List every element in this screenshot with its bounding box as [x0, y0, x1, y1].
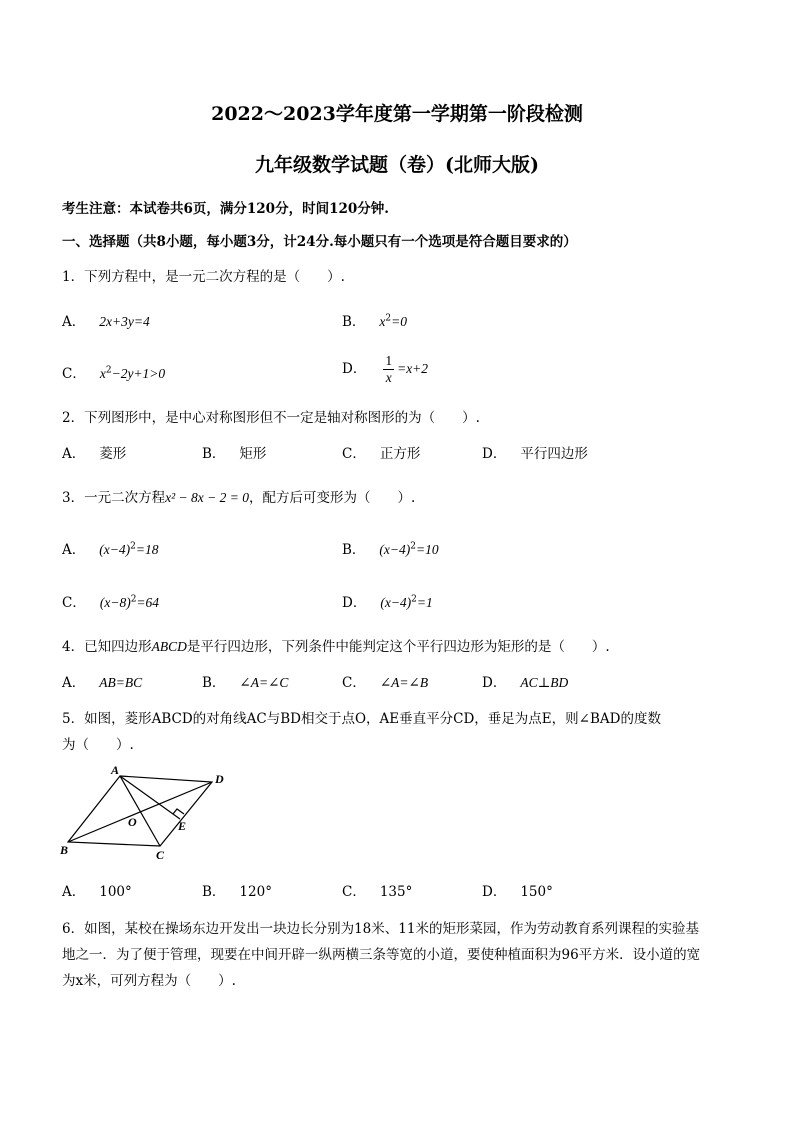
q2-option-a: [62, 442, 126, 462]
option-letter: A．: [62, 314, 86, 330]
q1-d-rest: =x+2: [397, 361, 429, 376]
q1-c-rest: −2y+1>0: [111, 366, 166, 381]
exam-subtitle: 九年级数学试题（卷）(北师大版): [255, 154, 539, 176]
label-a: A: [111, 764, 120, 777]
q3-option-a: [62, 538, 158, 558]
question-6-stem-line-3: 为x米，可列方程为（ ）.: [62, 973, 236, 989]
option-letter: D．: [342, 595, 367, 611]
option-letter: D．: [342, 361, 367, 377]
option-letter: C．: [342, 884, 366, 900]
q4-option-a: [62, 671, 142, 691]
label-e: E: [178, 819, 187, 833]
q3-option-c: [62, 591, 159, 611]
q1-b-base: x: [379, 314, 386, 329]
exam-title: 2022～2023学年度第一学期第一阶段检测: [211, 103, 583, 125]
q5-a-text: 100°: [99, 884, 132, 900]
q1-a-math: 2x+3y=4: [99, 314, 150, 329]
q1-c-base: x: [99, 366, 106, 381]
q3-c-rest: =64: [136, 595, 160, 610]
option-letter: A．: [62, 542, 86, 558]
q4-d-math: AC⊥BD: [520, 675, 569, 690]
q3-exp: 2: [410, 541, 416, 552]
segment-ae: [120, 776, 180, 819]
q3-option-b: [342, 538, 439, 558]
q2-a-text: 菱形: [99, 446, 127, 462]
question-5-stem-line-1: 5．如图，菱形ABCD的对角线AC与BD相交于点O，AE垂直平分CD，垂足为点E，则∠BAD的度数: [62, 711, 661, 727]
question-4-stem: [62, 635, 610, 655]
q3-b-rest: =10: [416, 542, 439, 557]
q2-b-text: 矩形: [239, 446, 267, 462]
q2-d-text: 平行四边形: [520, 446, 588, 462]
option-letter: A．: [62, 675, 86, 691]
q2-c-text: 正方形: [379, 446, 421, 462]
option-letter: B．: [342, 314, 366, 330]
q3-stem-post: ，配方后可变形为（ ）.: [248, 490, 416, 506]
q2-option-d: [482, 442, 588, 462]
option-letter: D．: [482, 675, 507, 691]
q1-b-exp: 2: [385, 313, 392, 324]
q4-option-d: [482, 671, 568, 691]
option-letter: A．: [62, 446, 86, 462]
label-b: B: [60, 843, 69, 857]
q3-d-base: (x−4): [380, 595, 412, 610]
question-1-stem: 1．下列方程中，是一元二次方程的是（ ）.: [62, 269, 345, 285]
question-6-stem-line-2: 地之一．为了便于管理，现要在中间开辟一纵两横三条等宽的小道，要使种植面积为96平方米．设小道的宽: [62, 947, 701, 963]
q3-a-base: (x−4): [99, 542, 131, 557]
option-letter: B．: [202, 675, 226, 691]
q4-stem-var: ABCD: [151, 639, 187, 654]
q4-option-c: [342, 671, 428, 691]
q5-option-c: [342, 880, 412, 900]
label-d: D: [215, 772, 224, 786]
diagonal-ac: [120, 776, 160, 846]
q4-a-math: AB=BC: [99, 675, 143, 690]
q1-b-rest: =0: [391, 314, 408, 329]
q5-option-d: [482, 880, 553, 900]
q4-stem-post: 是平行四边形，下列条件中能判定这个平行四边形为矩形的是（ ）.: [186, 639, 610, 655]
q4-option-b: [202, 671, 288, 691]
q1-option-a: [62, 310, 150, 330]
option-letter: C．: [62, 366, 86, 382]
q5-b-text: 120°: [239, 884, 272, 900]
q3-d-rest: =1: [416, 595, 433, 610]
q3-exp: 2: [130, 541, 136, 552]
q1-option-d: [342, 353, 428, 386]
q5-c-text: 135°: [379, 884, 413, 900]
option-letter: D．: [482, 884, 507, 900]
option-letter: C．: [342, 446, 366, 462]
q5-d-text: 150°: [520, 884, 553, 900]
right-angle-mark: [173, 809, 184, 814]
q3-equation: x² − 8x − 2 = 0: [165, 490, 249, 505]
q3-b-base: (x−4): [379, 542, 411, 557]
q5-option-b: [202, 880, 272, 900]
q3-stem-pre: 3．一元二次方程: [62, 490, 166, 506]
question-2-stem: 2．下列图形中，是中心对称图形但不一定是轴对称图形的为（ ）.: [62, 410, 480, 426]
q4-c-math: ∠A=∠B: [379, 675, 429, 690]
q4-stem-pre: 4．已知四边形: [62, 639, 152, 655]
exam-notice: 考生注意：本试卷共6页，满分120分，时间120分钟.: [62, 201, 389, 217]
q3-c-base: (x−8): [99, 595, 131, 610]
label-c: C: [156, 848, 165, 862]
option-letter: B．: [342, 542, 366, 558]
q1-c-exp: 2: [105, 365, 112, 376]
q3-exp: 2: [130, 594, 137, 605]
question-3-stem: [62, 486, 415, 506]
section-heading: 一、选择题（共8小题，每小题3分，计24分.每小题只有一个选项是符合题目要求的）: [62, 234, 577, 250]
option-letter: D．: [482, 446, 507, 462]
option-letter: A．: [62, 884, 86, 900]
q2-option-c: [342, 442, 420, 462]
question-5-stem-line-2: 为（ ）.: [62, 737, 134, 753]
option-letter: C．: [342, 675, 366, 691]
option-letter: C．: [62, 595, 86, 611]
q5-option-a: [62, 880, 132, 900]
q4-b-math: ∠A=∠C: [239, 675, 289, 690]
q3-a-rest: =18: [135, 542, 159, 557]
q1-d-fraction: [383, 353, 394, 386]
q3-exp: 2: [411, 594, 417, 605]
rhombus-figure: [60, 764, 230, 864]
question-6-stem-line-1: 6．如图，某校在操场东边开发出一块边长分别为18米、11米的矩形菜园，作为劳动教育系列课程的实验基: [62, 921, 699, 937]
q1-option-c: [62, 362, 165, 382]
label-o: O: [128, 815, 137, 829]
q2-option-b: [202, 442, 266, 462]
q1-d-den: x: [385, 370, 392, 385]
q1-option-b: [342, 310, 407, 330]
option-letter: B．: [202, 446, 226, 462]
option-letter: B．: [202, 884, 226, 900]
q3-option-d: [342, 591, 433, 611]
q1-d-num: 1: [385, 353, 393, 368]
